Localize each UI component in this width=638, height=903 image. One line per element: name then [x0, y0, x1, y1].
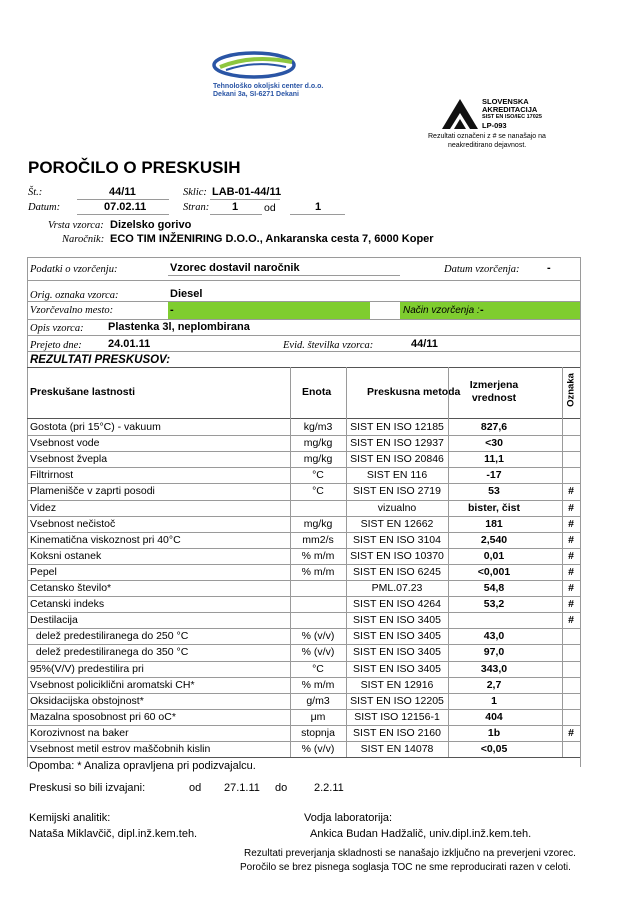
row-property: Vsebnost žvepla	[30, 453, 108, 466]
row-mark: #	[568, 598, 574, 611]
page-of-label: od	[264, 202, 276, 214]
sampling-date-label: Datum vzorčenja:	[444, 264, 520, 275]
row-method: SIST EN ISO 3405	[353, 646, 441, 659]
row-property: Vsebnost policiklični aromatski CH*	[30, 678, 195, 691]
row-value: 0,01	[483, 549, 505, 562]
row-unit: °C	[312, 662, 324, 675]
report-title: POROČILO O PRESKUSIH	[28, 158, 241, 177]
row-value: 343,0	[480, 662, 508, 675]
row-method: SIST EN ISO 3405	[353, 630, 441, 643]
accreditation-logo	[440, 97, 550, 131]
testing-period-label: Preskusi so bili izvajani:	[29, 782, 146, 794]
table-row	[27, 467, 580, 483]
row-property: 95%(V/V) predestilira pri	[30, 662, 144, 675]
row-method: SIST EN 14078	[360, 743, 434, 755]
page-number: 1	[232, 201, 239, 213]
page-label: Stran:	[183, 202, 210, 213]
row-method: vizualno	[377, 501, 417, 514]
row-value: <0,001	[477, 565, 511, 578]
row-unit: kg/m3	[303, 421, 333, 433]
report-date: 07.02.11	[104, 201, 147, 213]
accreditation-line3: SIST EN ISO/IEC 17025	[482, 114, 542, 120]
table-row	[27, 580, 580, 596]
row-property: Filtrirnost	[30, 469, 74, 482]
row-method: SIST EN ISO 4264	[353, 598, 441, 611]
sample-type: Dizelsko gorivo	[110, 219, 192, 231]
received-label: Prejeto dne:	[30, 340, 82, 351]
row-value: 2,7	[486, 678, 502, 691]
table-row	[27, 451, 580, 467]
lab-head-label: Vodja laboratorija:	[304, 812, 393, 824]
table-row	[27, 741, 580, 757]
row-unit: % m/m	[301, 549, 335, 562]
sample-description-label: Opis vzorca:	[30, 323, 84, 334]
sample-description: Plastenka 3l, neplombirana	[108, 321, 250, 333]
row-method: SIST EN ISO 12185	[350, 421, 444, 433]
row-value: 181	[485, 517, 503, 530]
row-unit: g/m3	[306, 694, 330, 707]
sampling-place: -	[170, 304, 174, 316]
reference-number: LAB-01-44/11	[212, 186, 282, 198]
sampling-data-label: Podatki o vzorčenju:	[30, 264, 118, 275]
row-unit: mg/kg	[303, 517, 333, 530]
sampling-data: Vzorec dostavil naročnik	[170, 262, 300, 274]
row-method: SIST EN ISO 2719	[353, 485, 441, 498]
header-value-line2: vrednost	[471, 392, 517, 404]
accreditation-note-1: Rezultati označeni z # se nanašajo na	[428, 133, 546, 140]
header-value-line1: Izmerjena	[469, 379, 519, 391]
row-value: <0,05	[480, 743, 508, 755]
header-method: Preskusna metoda	[367, 386, 461, 398]
evidence-number-label: Evid. številka vzorca:	[283, 340, 374, 351]
table-row	[27, 612, 580, 628]
table-row	[27, 532, 580, 548]
testing-from-label: od	[189, 782, 202, 794]
row-property: Kinematična viskoznost pri 40°C	[30, 533, 181, 546]
row-property: Pepel	[30, 565, 57, 578]
row-mark: #	[568, 565, 574, 578]
row-method: SIST EN ISO 12937	[350, 437, 444, 450]
row-property: delež predestiliranega do 350 °C	[30, 646, 189, 659]
row-unit: % (v/v)	[301, 743, 335, 755]
row-property: Vsebnost vode	[30, 437, 100, 450]
row-unit: stopnja	[301, 726, 335, 739]
row-value: bister, čist	[468, 501, 520, 514]
client-label: Naročnik:	[62, 234, 105, 245]
lab-head-name: Ankica Budan Hadžalič, univ.dipl.inž.kem.teh.	[310, 828, 532, 840]
company-address: Dekani 3a, SI-6271 Dekani	[213, 91, 299, 98]
row-property: Destilacija	[30, 614, 78, 627]
reference-label: Sklic:	[183, 187, 207, 198]
company-logo-icon	[212, 50, 302, 82]
row-unit: mg/kg	[303, 453, 333, 466]
sampling-place-label: Vzorčevalno mesto:	[30, 305, 114, 316]
row-unit: % m/m	[301, 678, 335, 691]
row-property: Plamenišče v zaprti posodi	[30, 485, 155, 498]
table-row	[27, 644, 580, 660]
row-method: SIST EN ISO 3405	[353, 662, 441, 675]
row-value: 43,0	[483, 630, 505, 643]
table-row	[27, 419, 580, 435]
accreditation-note-2: neakreditirano dejavnost.	[448, 142, 527, 149]
report-number: 44/11	[109, 186, 136, 198]
row-unit: mg/kg	[303, 437, 333, 450]
row-method: SIST EN ISO 10370	[350, 549, 444, 562]
testing-from: 27.1.11	[224, 782, 260, 794]
table-row	[27, 564, 580, 580]
table-row	[27, 693, 580, 709]
row-property: Korozivnost na baker	[30, 726, 129, 739]
row-method: SIST EN ISO 20846	[350, 453, 444, 466]
row-property: Mazalna sposobnost pri 60 oC*	[30, 710, 176, 723]
row-method: SIST EN ISO 6245	[353, 565, 441, 578]
row-property: Oksidacijska obstojnost*	[30, 694, 144, 707]
row-property: Gostota (pri 15°C) - vakuum	[30, 421, 161, 433]
disclaimer-2: Poročilo se brez pisnega soglasja TOC ne sme reproducirati razen v celoti.	[240, 862, 571, 873]
sample-type-label: Vrsta vzorca:	[48, 220, 104, 231]
row-method: SIST EN ISO 3405	[353, 614, 441, 627]
sampling-date: -	[547, 262, 551, 274]
row-unit: % (v/v)	[301, 630, 335, 643]
table-row	[27, 677, 580, 693]
row-method: SIST EN ISO 12205	[350, 694, 444, 707]
sampling-method-label: Način vzorčenja :	[403, 305, 480, 316]
sampling-method: -	[480, 304, 484, 316]
row-value: 1	[491, 694, 497, 707]
row-unit: % m/m	[301, 565, 335, 578]
table-row	[27, 548, 580, 564]
row-mark: #	[568, 549, 574, 562]
evidence-number: 44/11	[411, 338, 438, 350]
row-unit: mm2/s	[302, 533, 334, 546]
date-label: Datum:	[28, 202, 61, 213]
row-property: Vsebnost nečistoč	[30, 517, 116, 530]
row-mark: #	[568, 501, 574, 514]
row-property: delež predestiliranega do 250 °C	[30, 630, 189, 643]
client: ECO TIM INŽENIRING D.O.O., Ankaranska cesta 7, 6000 Koper	[110, 233, 434, 245]
row-mark: #	[568, 582, 574, 594]
original-mark: Diesel	[170, 288, 203, 300]
row-property: Videz	[30, 501, 57, 514]
row-value: 1b	[487, 726, 501, 739]
row-property: Koksni ostanek	[30, 549, 102, 562]
original-mark-label: Orig. oznaka vzorca:	[30, 290, 119, 301]
header-property: Preskušane lastnosti	[30, 386, 136, 398]
row-method: SIST EN ISO 3104	[353, 533, 441, 546]
table-row	[27, 516, 580, 532]
row-method: SIST EN 12916	[360, 678, 434, 691]
disclaimer-1: Rezultati preverjanja skladnosti se nanašajo izključno na preverjeni vzorec.	[244, 848, 576, 859]
row-value: 827,6	[480, 421, 508, 433]
row-value: 2,540	[480, 533, 508, 546]
table-row	[27, 596, 580, 612]
row-value: 53	[488, 485, 500, 498]
row-value: 404	[485, 710, 503, 723]
accreditation-mountain-icon	[440, 97, 480, 131]
row-method: SIST ISO 12156-1	[354, 710, 440, 723]
row-mark: #	[568, 485, 574, 498]
accreditation-line4: LP-093	[482, 121, 507, 130]
header-unit: Enota	[302, 386, 332, 398]
row-mark: #	[568, 726, 574, 739]
company-name: Tehnološko okoljski center d.o.o.	[213, 83, 324, 90]
testing-to: 2.2.11	[314, 782, 344, 794]
accreditation-line1: SLOVENSKA	[482, 97, 529, 106]
received-date: 24.01.11	[108, 338, 151, 350]
row-value: 97,0	[483, 646, 505, 659]
row-property: Cetanski indeks	[30, 598, 105, 611]
company-logo	[212, 50, 302, 82]
table-row	[27, 483, 580, 499]
table-row	[27, 661, 580, 677]
row-property: Cetansko število*	[30, 582, 112, 594]
header-mark: Oznaka	[565, 373, 577, 407]
row-unit: °C	[312, 485, 324, 498]
sampling-place-highlight	[168, 302, 370, 319]
row-value: 11,1	[484, 453, 504, 466]
accreditation-line2: AKREDITACIJA	[482, 105, 538, 114]
row-method: SIST EN 116	[366, 469, 428, 482]
row-unit: °C	[312, 469, 324, 482]
row-method: PML.07.23	[371, 582, 423, 594]
table-row	[27, 500, 580, 516]
row-mark: #	[568, 614, 574, 627]
row-method: SIST EN 12662	[360, 517, 434, 530]
table-row	[27, 628, 580, 644]
row-value: 54,8	[483, 582, 505, 594]
analyst-label: Kemijski analitik:	[29, 812, 111, 824]
row-unit: μm	[310, 710, 326, 723]
table-row	[27, 725, 580, 741]
testing-to-label: do	[275, 782, 288, 794]
note: Opomba: * Analiza opravljena pri podizvajalcu.	[29, 760, 256, 772]
row-mark: #	[568, 517, 574, 530]
row-value: 53,2	[483, 598, 505, 611]
page-total: 1	[315, 201, 322, 213]
analyst-name: Nataša Miklavčič, dipl.inž.kem.teh.	[29, 828, 198, 840]
row-unit: % (v/v)	[301, 646, 335, 659]
row-value: <30	[485, 437, 503, 450]
row-property: Vsebnost metil estrov maščobnih kislin	[30, 743, 211, 755]
report-number-label: Št.:	[28, 187, 43, 198]
row-method: SIST EN ISO 2160	[353, 726, 441, 739]
row-value: -17	[486, 469, 502, 482]
results-title: REZULTATI PRESKUSOV:	[30, 354, 171, 366]
table-row	[27, 435, 580, 451]
row-mark: #	[568, 533, 574, 546]
table-row	[27, 709, 580, 725]
